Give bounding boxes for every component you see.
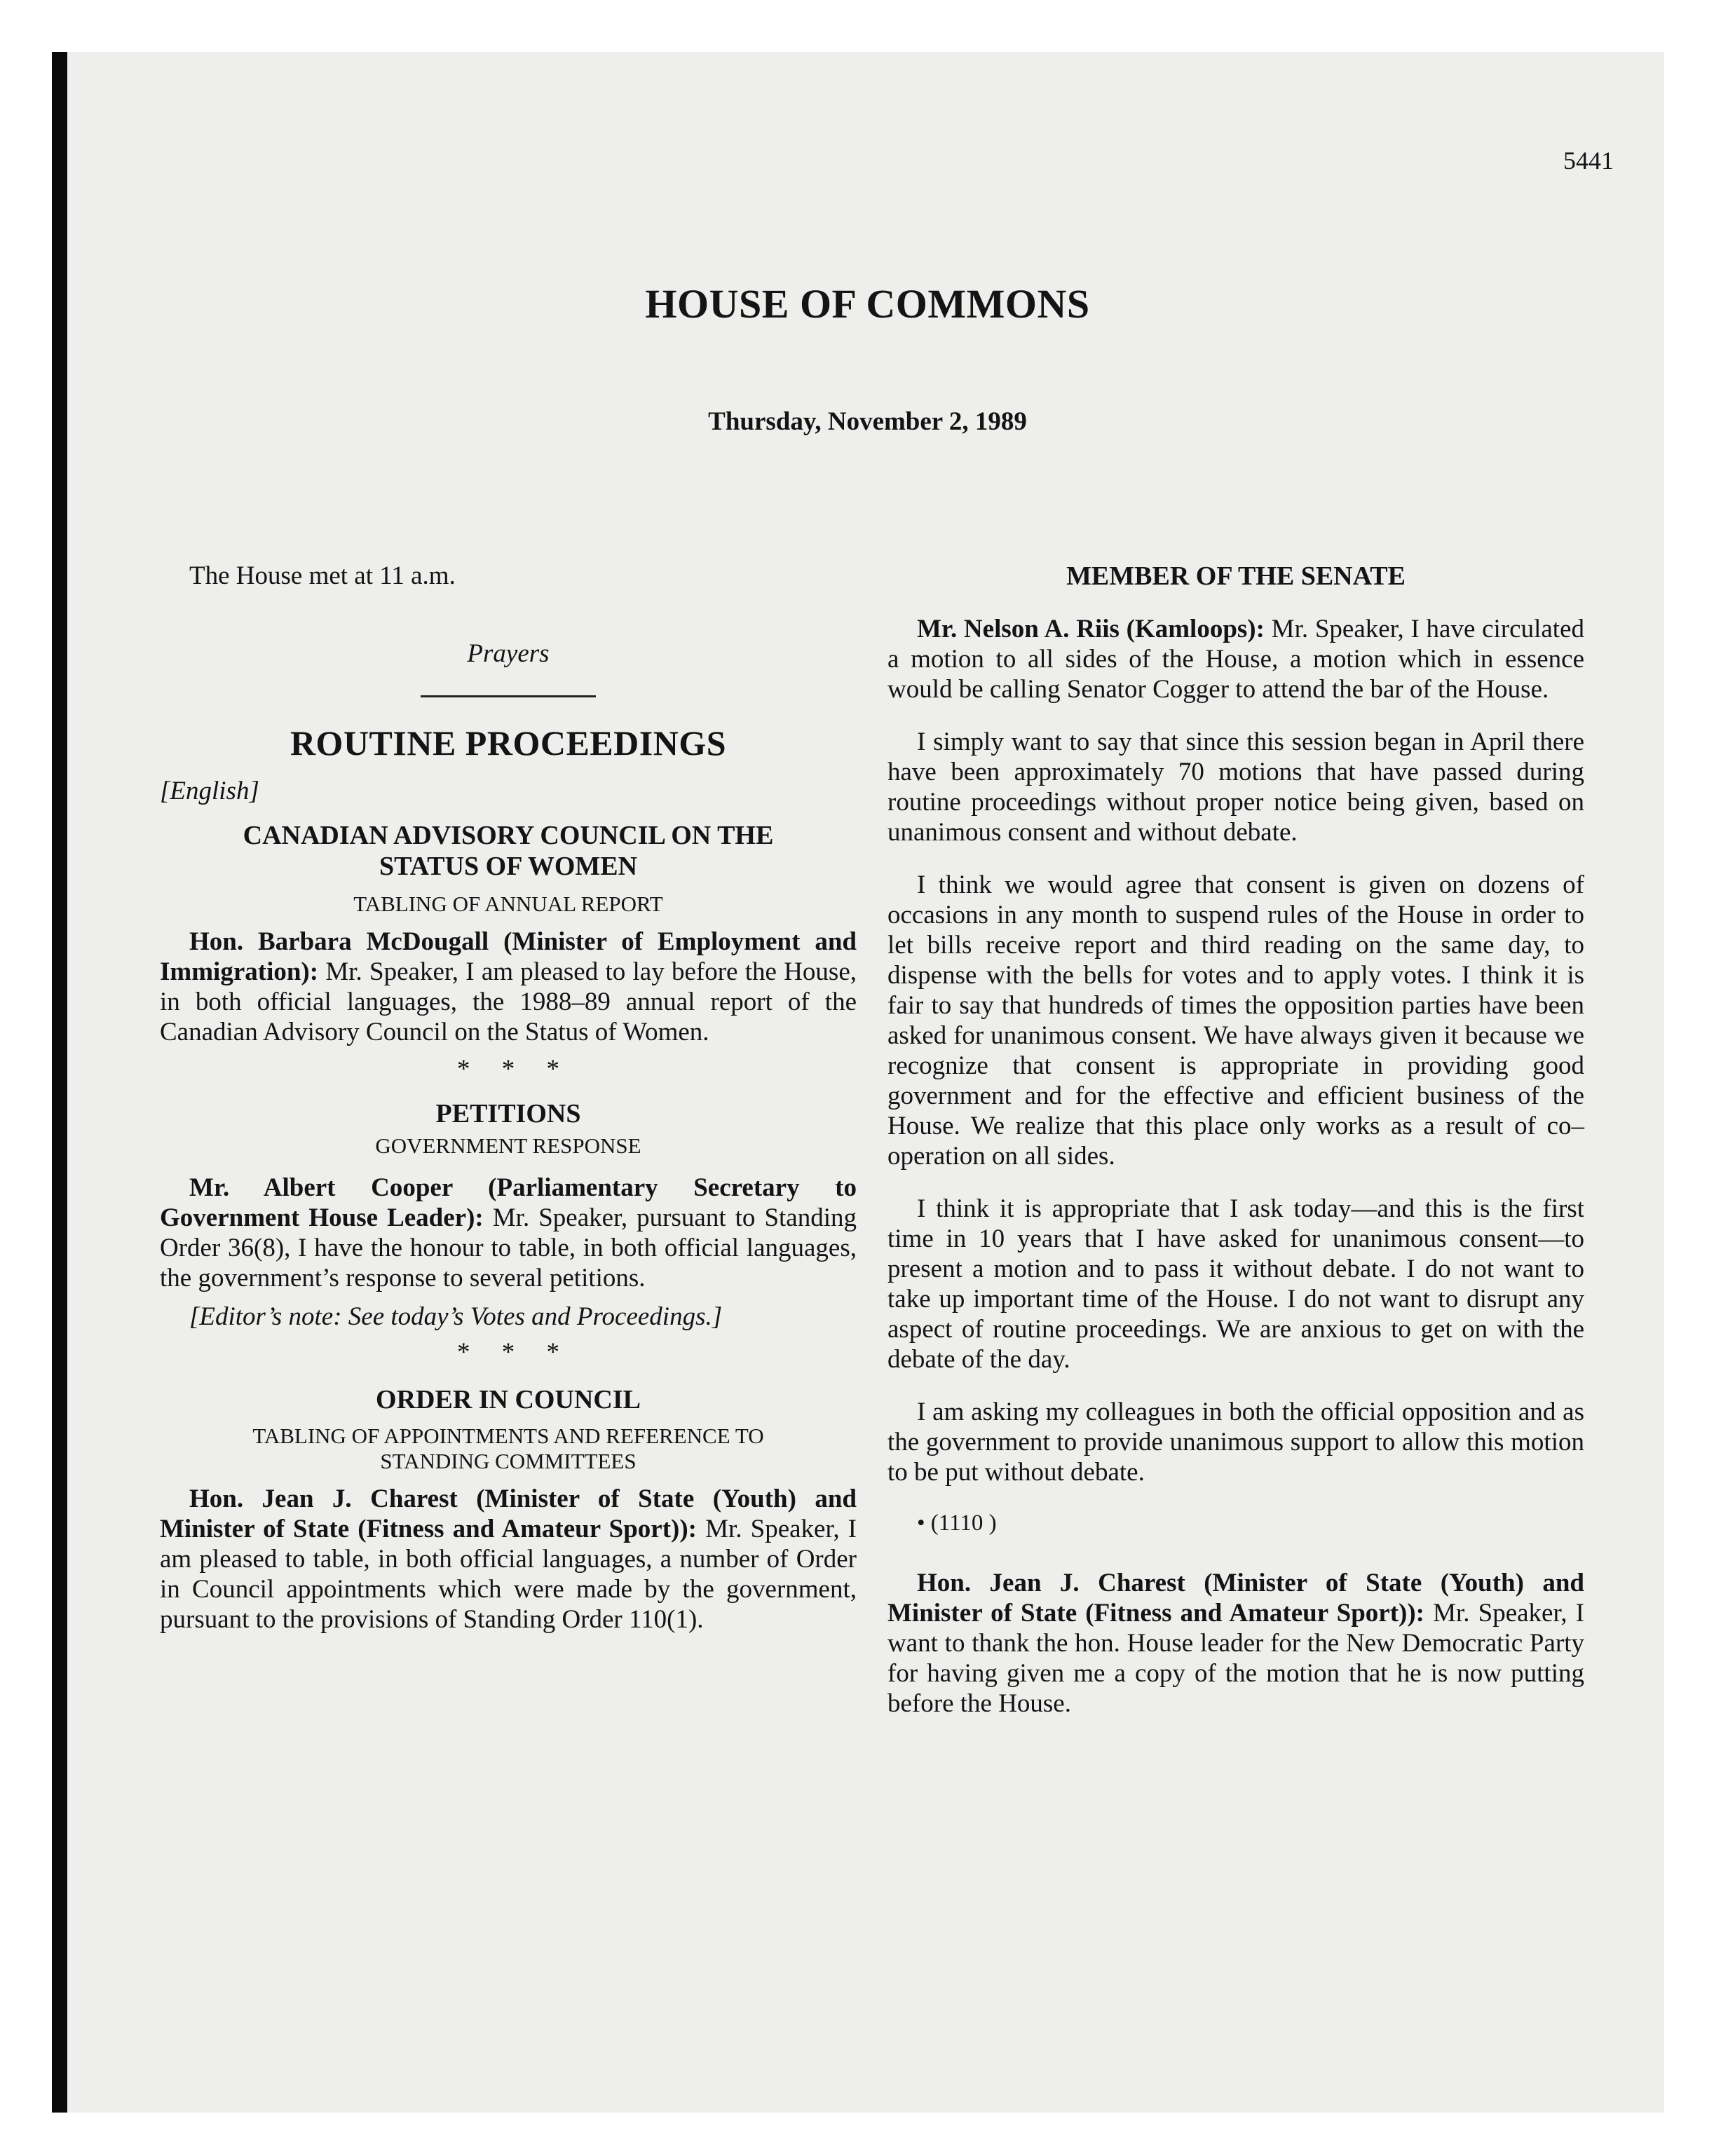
section-separator: * * * bbox=[457, 1055, 572, 1084]
opening-line: The House met at 11 a.m. bbox=[189, 561, 456, 590]
paragraph: I simply want to say that since this session began in April there have been approximately 70 motions that have passed during routine proceedings without proper notice being given, based on unanimous consent and without debate. bbox=[887, 728, 1584, 847]
speech-text: Mr. Speaker, pursuant to Standing Order 36(8), I have the honour to table, in both official languages, the government’s response to several petitions. bbox=[160, 1203, 857, 1292]
speaker-name: Mr. Nelson A. Riis (Kamloops): bbox=[917, 615, 1265, 643]
speaker-name: Hon. Barbara McDougall (Minister of Employment and Immigration): bbox=[160, 927, 857, 986]
prayers-label: Prayers bbox=[467, 639, 550, 668]
section-separator: * * * bbox=[457, 1338, 572, 1367]
speech-cooper bbox=[160, 1173, 857, 1293]
paragraph: I think we would agree that consent is given on dozens of occasions in any month to suspend rules of the House in order to let bills receive report and third reading on the same day, to dispense with the bells for votes and to apply votes. I think it is fair to say that hundreds of times the opposition parties have been asked for unanimous consent. We have always given it because we recognize that consent is appropriate in providing good government and for the effective and efficient business of the House. We realize that this place only works as a result of co–operation on all sides. bbox=[887, 871, 1584, 1171]
speech-charest-reply bbox=[887, 1568, 1584, 1719]
section-subtitle-government-response: GOVERNMENT RESPONSE bbox=[375, 1133, 641, 1158]
section-title-status-of-women: CANADIAN ADVISORY COUNCIL ON THE STATUS OF WOMEN bbox=[243, 821, 774, 881]
section-title-member-of-senate: MEMBER OF THE SENATE bbox=[1066, 561, 1406, 591]
speech-text: Mr. Speaker, I want to thank the hon. House leader for the New Democratic Party for having given me a copy of the motion that he is now putting before the House. bbox=[887, 1599, 1584, 1718]
paragraph: I think it is appropriate that I ask today—and this is the first time in 10 years that I have asked for unanimous consent—to present a motion and to pass it without debate. I do not want to take up important time of the House. I do not want to disrupt any aspect of routine proceedings. We are anxious to get on with the debate of the day. bbox=[887, 1194, 1584, 1374]
speaker-name: Hon. Jean J. Charest (Minister of State (Youth) and Minister of State (Fitness and Amateur Sport)): bbox=[160, 1485, 857, 1543]
section-subtitle-annual-report: TABLING OF ANNUAL REPORT bbox=[353, 892, 663, 916]
binding-edge bbox=[52, 52, 67, 2113]
chamber-title: HOUSE OF COMMONS bbox=[645, 281, 1090, 327]
speaker-name: Mr. Albert Cooper (Parliamentary Secretary to Government House Leader): bbox=[160, 1173, 857, 1232]
paragraph: I am asking my colleagues in both the official opposition and as the government to provide unanimous support to allow this motion to be put without debate. bbox=[887, 1398, 1584, 1487]
section-title-petitions: PETITIONS bbox=[435, 1099, 581, 1128]
section-title-order-in-council: ORDER IN COUNCIL bbox=[376, 1385, 641, 1414]
speech-charest bbox=[160, 1484, 857, 1635]
section-subtitle-appointments: TABLING OF APPOINTMENTS AND REFERENCE TO STANDING COMMITTEES bbox=[252, 1424, 764, 1473]
left-column bbox=[160, 561, 857, 1635]
divider-rule bbox=[421, 695, 596, 697]
time-marker: • (1110 ) bbox=[917, 1510, 997, 1536]
speech-text: Mr. Speaker, I have circulated a motion to all sides of the House, a motion which in essence would be calling Senator Cogger to attend the bar of the House. bbox=[887, 615, 1584, 704]
language-tag: [English] bbox=[160, 777, 259, 805]
speech-text: Mr. Speaker, I am pleased to lay before the House, in both official languages, the 1988–89 annual report of the Canadian Advisory Council on the Status of Women. bbox=[160, 957, 857, 1046]
editor-note: [Editor’s note: See today’s Votes and Proceedings.] bbox=[189, 1302, 723, 1331]
speaker-name: Hon. Jean J. Charest (Minister of State (Youth) and Minister of State (Fitness and Amateur Sport)): bbox=[887, 1569, 1584, 1628]
right-column bbox=[887, 561, 1584, 1719]
page-number: 5441 bbox=[1563, 146, 1614, 175]
routine-proceedings-heading: ROUTINE PROCEEDINGS bbox=[290, 723, 727, 763]
sitting-date: Thursday, November 2, 1989 bbox=[708, 407, 1027, 436]
speech-mcdougall bbox=[160, 927, 857, 1047]
speech-text: Mr. Speaker, I am pleased to table, in both official languages, a number of Order in Council appointments which were made by the government, pursuant to the provisions of Standing Order 110(1). bbox=[160, 1515, 857, 1634]
speech-riis bbox=[887, 614, 1584, 704]
